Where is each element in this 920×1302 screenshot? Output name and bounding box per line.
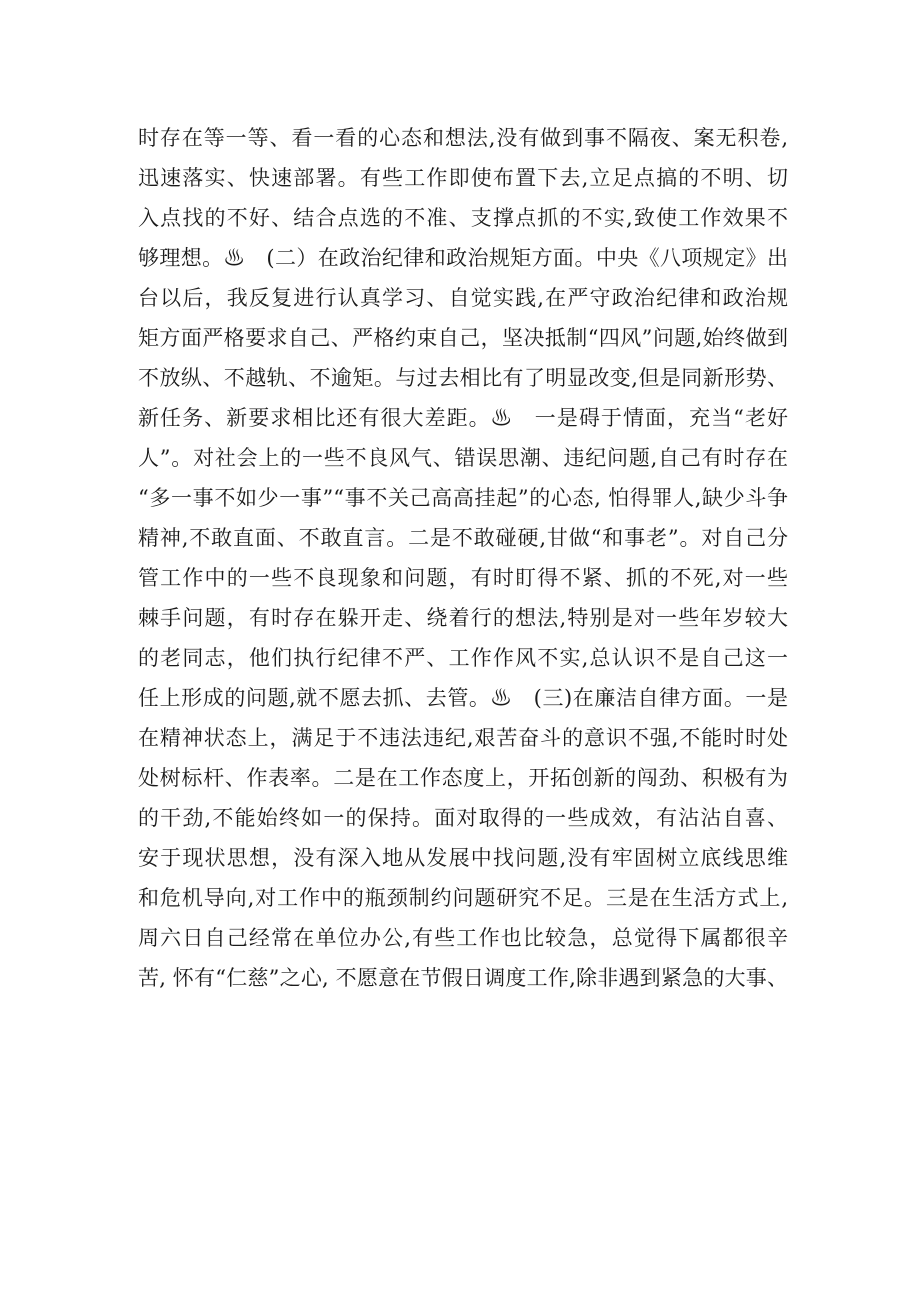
text-line: 新任务、新要求相比还有很大差距。♨ 一是碍于情面，充当“老好 xyxy=(138,406,788,430)
text-line: 苦, 怀有“仁慈”之心, 不愿意在节假日调度工作,除非遇到紧急的大事、 xyxy=(138,966,788,990)
text-line: 在精神状态上，满足于不违法违纪,艰苦奋斗的意识不强,不能时时处 xyxy=(138,726,788,750)
text-line: 不放纵、不越轨、不逾矩。与过去相比有了明显改变,但是同新形势、 xyxy=(138,366,788,390)
text-line: 矩方面严格要求自己、严格约束自己，坚决抵制“四风”问题,始终做到 xyxy=(138,326,788,350)
text-line: 棘手问题，有时存在躲开走、绕着行的想法,特别是对一些年岁较大 xyxy=(138,606,788,630)
text-line: 的干劲,不能始终如一的保持。面对取得的一些成效，有沾沾自喜、 xyxy=(138,806,788,830)
text-line: 和危机导向,对工作中的瓶颈制约问题研究不足。三是在生活方式上, xyxy=(138,886,788,910)
text-line: 时存在等一等、看一看的心态和想法,没有做到事不隔夜、案无积卷, xyxy=(138,126,788,150)
text-line: 够理想。♨ (二）在政治纪律和政治规矩方面。中央《八项规定》出 xyxy=(138,246,788,270)
text-line: 任上形成的问题,就不愿去抓、去管。♨ (三)在廉洁自律方面。一是 xyxy=(138,686,788,710)
text-line: 周六日自己经常在单位办公,有些工作也比较急，总觉得下属都很辛 xyxy=(138,926,788,950)
body-text xyxy=(138,118,788,998)
text-line: 迅速落实、快速部署。有些工作即使布置下去,立足点搞的不明、切 xyxy=(138,166,788,190)
text-line: 管工作中的一些不良现象和问题，有时盯得不紧、抓的不死,对一些 xyxy=(138,566,788,590)
text-line: “多一事不如少一事”“事不关己高高挂起”的心态, 怕得罪人,缺少斗争 xyxy=(138,486,788,510)
text-line: 台以后，我反复进行认真学习、自觉实践,在严守政治纪律和政治规 xyxy=(138,286,788,310)
text-line: 入点找的不好、结合点选的不准、支撑点抓的不实,致使工作效果不 xyxy=(138,206,788,230)
text-line: 精神,不敢直面、不敢直言。二是不敢碰硬,甘做“和事老”。对自己分 xyxy=(138,526,788,550)
text-line: 人”。对社会上的一些不良风气、错误思潮、违纪问题,自己有时存在 xyxy=(138,446,788,470)
text-line: 处树标杆、作表率。二是在工作态度上，开拓创新的闯劲、积极有为 xyxy=(138,766,788,790)
text-line: 的老同志，他们执行纪律不严、工作作风不实,总认识不是自己这一 xyxy=(138,646,788,670)
text-line: 安于现状思想，没有深入地从发展中找问题,没有牢固树立底线思维 xyxy=(138,846,788,870)
